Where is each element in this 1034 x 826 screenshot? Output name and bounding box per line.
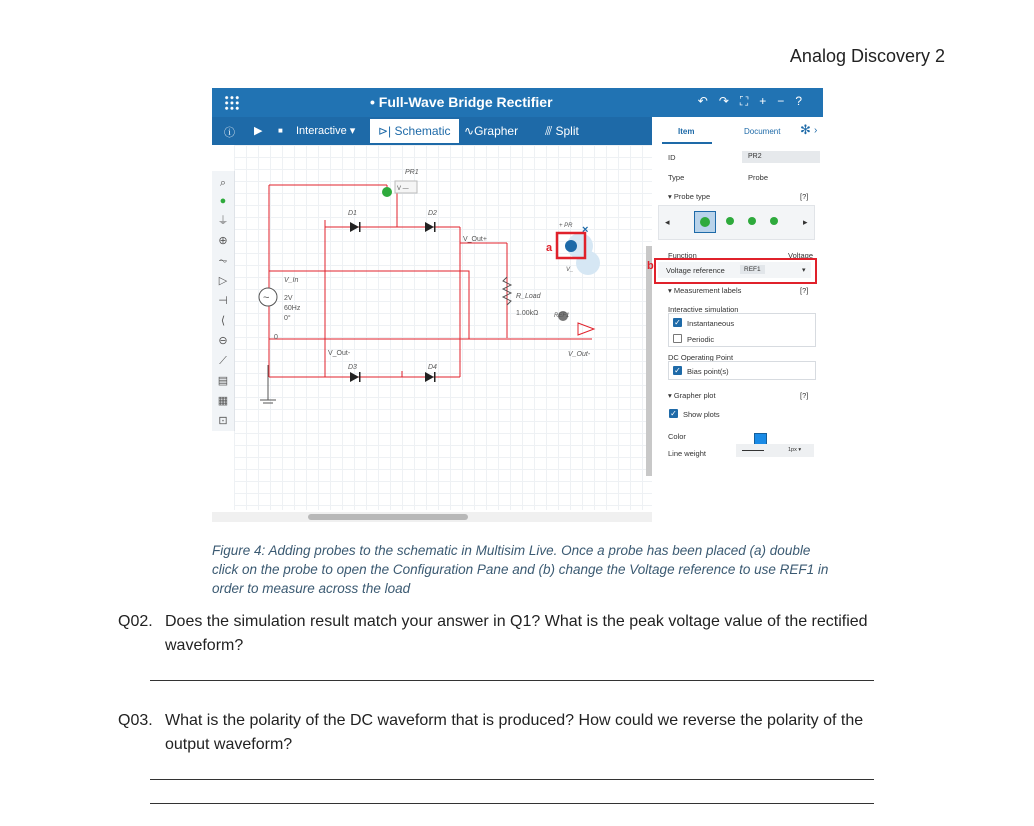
bias-points-label: Bias point(s) (687, 367, 729, 376)
measurement-labels-section[interactable]: ▾ Measurement labels (668, 286, 742, 295)
horizontal-scroll-thumb[interactable] (308, 514, 468, 520)
marker-b: b (647, 260, 654, 272)
svg-text:R_Load: R_Load (516, 293, 541, 300)
active-tab-underline (662, 142, 712, 144)
periodic-checkbox[interactable] (673, 334, 682, 343)
minus-icon[interactable]: − (777, 94, 796, 108)
digital-icon[interactable]: ▦ (217, 395, 229, 407)
svg-text:PR1: PR1 (405, 169, 419, 176)
chevron-right-icon[interactable]: › (814, 125, 818, 136)
line-weight-select[interactable]: 1px ▾ (736, 444, 814, 457)
config-pane-tabs (652, 117, 823, 146)
question-text-line2: output waveform? (165, 736, 293, 753)
instantaneous-checkbox[interactable]: ✓ (674, 318, 681, 327)
svg-text:V_Out+: V_Out+ (463, 236, 487, 243)
topbar-icon-group[interactable] (698, 94, 813, 109)
question-text-line2: waveform? (165, 637, 244, 654)
tab-document[interactable]: Document (744, 127, 781, 136)
voltage-probe-icon (700, 217, 710, 227)
answer-line[interactable] (150, 680, 874, 681)
svg-text:D3: D3 (348, 364, 357, 371)
svg-text:0: 0 (274, 334, 278, 341)
svg-text:0°: 0° (284, 315, 291, 322)
color-label: Color (668, 432, 686, 441)
undo-icon[interactable]: ↶ (697, 94, 719, 108)
split-icon: ⫻ (545, 124, 553, 138)
probe-type-selector (658, 205, 815, 240)
marker-a: a (546, 242, 553, 254)
logic-icon[interactable]: ▤ (217, 375, 229, 387)
app-topbar (212, 88, 823, 117)
probe-voltage-option[interactable] (694, 211, 716, 233)
voltage-reference-label: Voltage reference (666, 266, 725, 275)
svg-text:×: × (582, 224, 589, 236)
figure-caption: Figure 4: Adding probes to the schematic in Multisim Live. Once a probe has been placed (a) double click on the probe to open the Configuration Pane and (b) change the Voltage reference to use REF1 in order to measure across the load (212, 543, 829, 596)
svg-text:V_Out-: V_Out- (328, 350, 351, 357)
probe-icon[interactable]: ● (219, 195, 227, 207)
type-label: Type (668, 173, 685, 182)
apps-grid-icon[interactable] (224, 95, 240, 111)
probe-type-section[interactable]: ▾ Probe type (668, 192, 711, 201)
svg-text:D1: D1 (348, 210, 357, 217)
schematic-drawing (212, 145, 652, 511)
svg-text:V_Out-: V_Out- (568, 351, 591, 358)
tab-schematic[interactable]: ⊳| Schematic (370, 119, 459, 143)
chevron-left-icon[interactable]: ◂ (665, 217, 670, 227)
id-label: ID (668, 153, 676, 162)
help-link-2[interactable]: [?] (800, 286, 809, 295)
tab-item[interactable]: Item (678, 127, 695, 136)
voltage-reference-select[interactable]: REF1 (740, 265, 765, 274)
dc-options-box (668, 361, 816, 380)
show-plots-label: Show plots (683, 410, 720, 419)
question-q03 (118, 709, 948, 759)
bias-points-checkbox[interactable]: ✓ (674, 366, 681, 375)
highlight-box-b (654, 258, 817, 284)
instantaneous-label: Instantaneous (687, 319, 735, 328)
periodic-label: Periodic (687, 335, 715, 344)
svg-text:D2: D2 (428, 210, 437, 217)
play-icon[interactable]: ▶ (254, 125, 263, 137)
show-plots-checkbox[interactable]: ✓ (670, 409, 677, 418)
gear-icon[interactable]: ✻ (800, 122, 811, 137)
misc-icon[interactable]: ⊡ (218, 415, 228, 427)
schematic-icon: ⊳| (378, 124, 392, 138)
ground-icon[interactable]: ⏚ (217, 215, 229, 227)
redo-icon[interactable]: ↷ (718, 94, 740, 108)
question-text-line1: Does the simulation result match your answer in Q1? What is the peak voltage value of the rectified (165, 613, 868, 630)
help-link[interactable]: [?] (800, 192, 809, 201)
question-q02 (118, 610, 948, 660)
help-icon[interactable]: ? (795, 94, 813, 108)
svg-text:V_In: V_In (284, 277, 299, 284)
resistor-icon[interactable]: ⏦ (218, 255, 228, 267)
grapher-plot-section[interactable]: ▾ Grapher plot (668, 391, 716, 400)
answer-line[interactable] (150, 803, 874, 804)
document-header-title: Analog Discovery 2 (789, 46, 945, 66)
svg-text:1.00kΩ: 1.00kΩ (516, 310, 539, 317)
function-value: Voltage (788, 251, 814, 260)
opamp-icon[interactable]: ▷ (218, 275, 228, 287)
svg-text:~: ~ (263, 292, 270, 304)
type-value: Probe (748, 173, 769, 182)
info-icon[interactable]: ⓘ (224, 127, 235, 139)
plus-icon[interactable]: + (759, 94, 778, 108)
line-sample (742, 450, 764, 451)
fullscreen-icon[interactable]: ⛶ (739, 94, 760, 108)
stop-icon[interactable]: ■ (278, 126, 283, 135)
line-weight-label: Line weight (668, 449, 706, 458)
id-value-field[interactable]: PR2 (742, 151, 820, 163)
multisim-screenshot (212, 88, 823, 524)
source-icon[interactable]: ⊕ (218, 235, 228, 247)
configuration-pane (647, 145, 823, 524)
meter-icon[interactable]: ⊖ (218, 335, 228, 347)
svg-text:D4: D4 (428, 364, 437, 371)
interactive-options-box (668, 313, 816, 347)
help-link-3[interactable]: [?] (800, 391, 809, 400)
svg-text:V_: V_ (566, 267, 574, 273)
transistor-icon[interactable]: ⟨ (220, 315, 226, 327)
horizontal-scrollbar[interactable] (212, 512, 652, 522)
mode-dropdown[interactable]: Interactive ▾ (296, 125, 356, 137)
main-toolbar (212, 117, 652, 145)
question-label: Q03. (118, 712, 153, 729)
probe-diff-option[interactable] (770, 217, 778, 225)
svg-text:REF1: REF1 (554, 313, 570, 319)
diode-icon[interactable]: ⊣ (218, 295, 228, 307)
grapher-icon: ∿ (464, 124, 475, 138)
chevron-right-icon[interactable]: ▸ (803, 217, 808, 227)
answer-line[interactable] (150, 779, 874, 780)
interactive-simulation-label: Interactive simulation (668, 305, 739, 314)
dropdown-caret-icon[interactable]: ▾ (802, 267, 806, 274)
svg-text:2V: 2V (284, 295, 293, 302)
svg-text:+ PR: + PR (559, 223, 573, 229)
svg-text:60Hz: 60Hz (284, 305, 301, 312)
search-icon[interactable]: ⌕ (219, 177, 227, 189)
svg-text:V —: V — (397, 186, 409, 192)
probe-pr1-marker (382, 187, 392, 197)
question-label: Q02. (118, 613, 153, 630)
probe-power-option[interactable] (748, 217, 756, 225)
tab-grapher[interactable]: ∿Grapher (464, 124, 519, 138)
probe-current-option[interactable] (726, 217, 734, 225)
function-label: Function (668, 251, 697, 260)
tab-split[interactable]: ⫻ Split (545, 124, 579, 138)
dc-operating-point-label: DC Operating Point (668, 353, 734, 362)
switch-icon[interactable]: ⟋ (219, 355, 227, 367)
question-text-line1: What is the polarity of the DC waveform that is produced? How could we reverse the polarity of the (165, 712, 864, 729)
app-title: • Full-Wave Bridge Rectifier (370, 94, 553, 110)
